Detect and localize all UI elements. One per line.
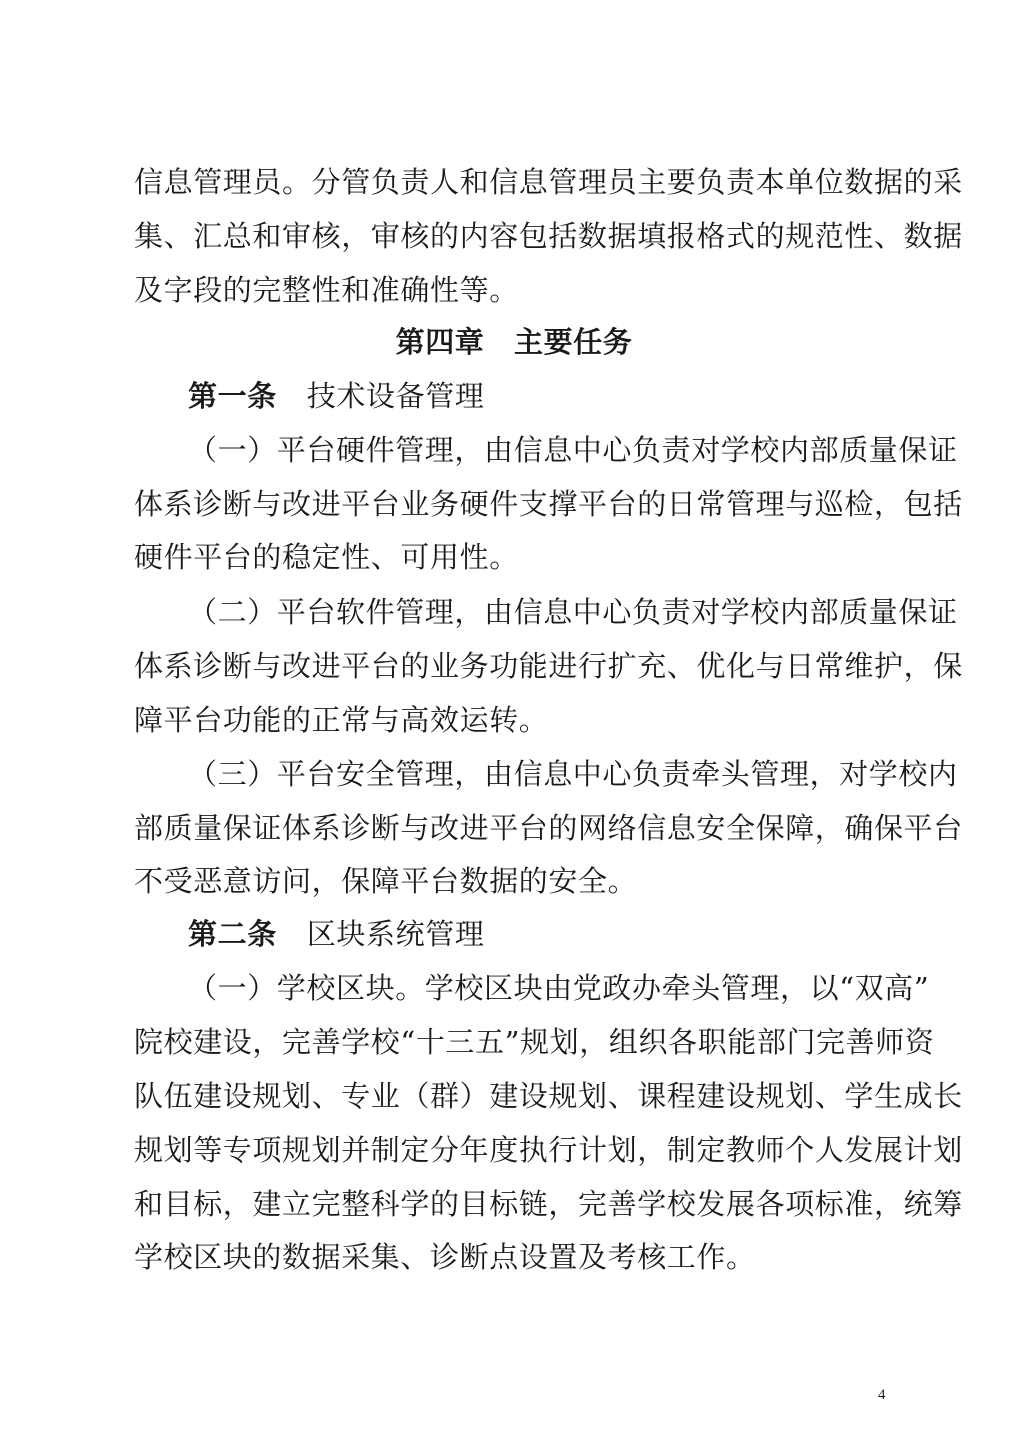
paragraph-line: 学校区块的数据采集、诊断点设置及考核工作。 xyxy=(134,1240,756,1274)
page-number: 4 xyxy=(878,1387,886,1403)
article-heading xyxy=(188,914,894,954)
article-heading xyxy=(188,376,894,416)
paragraph-line: 规划等专项规划并制定分年度执行计划，制定教师个人发展计划 xyxy=(134,1133,963,1167)
paragraph-line: 信息管理员。分管负责人和信息管理员主要负责本单位数据的采 xyxy=(134,165,963,199)
paragraph-line: （一）学校区块。学校区块由党政办牵头管理，以“双高” xyxy=(188,971,930,1005)
paragraph-line: （三）平台安全管理，由信息中心负责牵头管理，对学校内 xyxy=(188,757,958,791)
paragraph-line: 体系诊断与改进平台的业务功能进行扩充、优化与日常维护，保 xyxy=(134,649,963,683)
article-label: 第二条 xyxy=(188,917,277,951)
paragraph-line: 队伍建设规划、专业（群）建设规划、课程建设规划、学生成长 xyxy=(134,1079,963,1113)
chapter-heading: 第四章 主要任务 xyxy=(395,325,633,359)
paragraph-line: 不受恶意访问，保障平台数据的安全。 xyxy=(134,864,638,898)
paragraph-line: 体系诊断与改进平台业务硬件支撑平台的日常管理与巡检，包括 xyxy=(134,487,963,521)
article-label: 第一条 xyxy=(188,379,277,413)
paragraph-line: （一）平台硬件管理，由信息中心负责对学校内部质量保证 xyxy=(188,433,958,467)
paragraph-line: 和目标，建立完整科学的目标链，完善学校发展各项标准，统筹 xyxy=(134,1187,963,1221)
paragraph-line: 部质量保证体系诊断与改进平台的网络信息安全保障，确保平台 xyxy=(134,811,963,845)
paragraph-line: 院校建设，完善学校“十三五”规划，组织各职能部门完善师资 xyxy=(134,1025,935,1059)
paragraph-line: 集、汇总和审核，审核的内容包括数据填报格式的规范性、数据 xyxy=(134,219,963,253)
article-title: 区块系统管理 xyxy=(306,917,485,951)
article-title: 技术设备管理 xyxy=(306,379,485,413)
paragraph-line: 障平台功能的正常与高效运转。 xyxy=(134,703,549,737)
paragraph-line: 硬件平台的稳定性、可用性。 xyxy=(134,540,519,574)
paragraph-line: （二）平台软件管理，由信息中心负责对学校内部质量保证 xyxy=(188,595,958,629)
paragraph-line: 及字段的完整性和准确性等。 xyxy=(134,273,519,307)
